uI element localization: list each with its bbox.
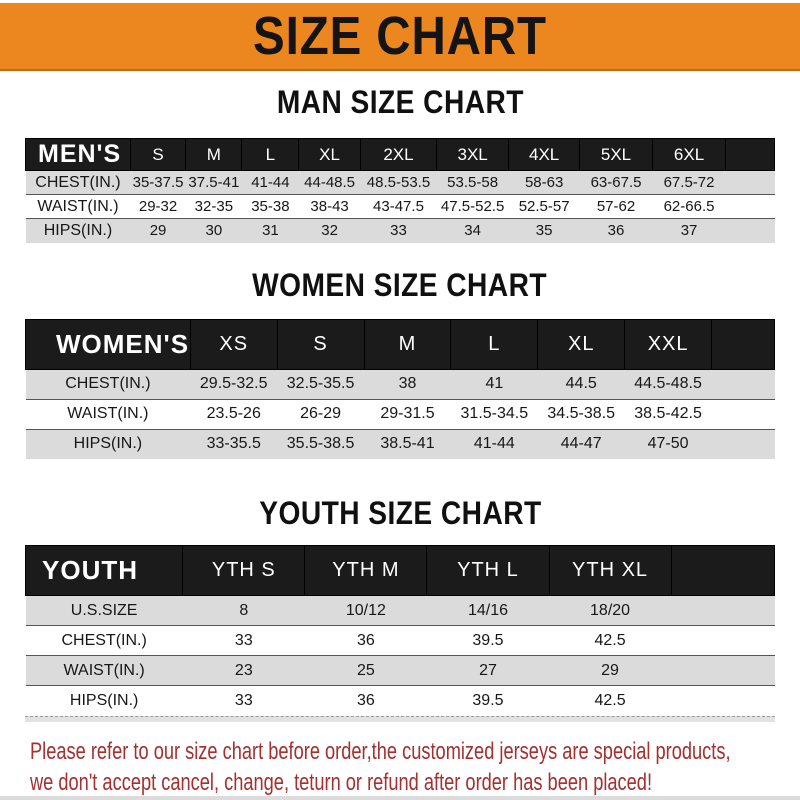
size-column-header: 2XL — [360, 139, 436, 171]
size-value-cell: 30 — [186, 219, 242, 243]
spacer-cell — [712, 369, 775, 399]
row-label: WAIST(IN.) — [26, 656, 183, 686]
size-value-cell: 36 — [580, 219, 653, 243]
women-waist-row — [26, 399, 775, 429]
size-value-cell: 44-47 — [538, 429, 625, 459]
size-value-cell: 39.5 — [427, 686, 549, 716]
size-value-cell: 57-62 — [580, 195, 653, 219]
youth-table-label: YOUTH — [26, 546, 183, 596]
size-value-cell: 42.5 — [549, 686, 671, 716]
size-value-cell: 35 — [509, 219, 580, 243]
men-waist-row — [26, 195, 775, 219]
women-chest-row — [26, 369, 775, 399]
men-table-label: MEN'S — [26, 139, 131, 171]
size-value-cell: 29.5-32.5 — [190, 369, 277, 399]
size-column-header: S — [130, 139, 185, 171]
size-value-cell: 37 — [652, 219, 725, 243]
size-value-cell: 23 — [183, 656, 305, 686]
spacer-cell — [671, 626, 774, 656]
youth-section-heading-text: YOUTH SIZE CHART — [258, 495, 542, 531]
row-label: U.S.SIZE — [26, 596, 183, 626]
size-value-cell: 67.5-72 — [652, 171, 725, 195]
men-section-heading-text: MAN SIZE CHART — [276, 84, 524, 120]
size-value-cell: 35-38 — [242, 195, 299, 219]
size-value-cell: 33-35.5 — [190, 429, 277, 459]
men-header-row — [26, 139, 775, 171]
spacer-cell — [671, 596, 774, 626]
spacer-column — [726, 139, 775, 171]
size-value-cell: 23.5-26 — [190, 399, 277, 429]
men-hips-row — [26, 219, 775, 243]
youth-section-heading — [0, 495, 800, 531]
size-value-cell: 33 — [183, 686, 305, 716]
size-value-cell: 38-43 — [299, 195, 360, 219]
size-column-header: YTH M — [305, 546, 427, 596]
disclaimer-line-2: we don't accept cancel, change, teturn or refund after order has been placed! — [30, 768, 653, 796]
size-column-header: YTH XL — [549, 546, 671, 596]
size-column-header: S — [277, 319, 364, 369]
spacer-cell — [712, 429, 775, 459]
size-value-cell: 38.5-41 — [364, 429, 451, 459]
size-value-cell: 29-31.5 — [364, 399, 451, 429]
size-value-cell: 62-66.5 — [652, 195, 725, 219]
women-section-heading — [0, 267, 800, 303]
size-column-header: XL — [299, 139, 360, 171]
size-value-cell: 29 — [549, 656, 671, 686]
size-column-header: YTH L — [427, 546, 549, 596]
size-value-cell: 58-63 — [509, 171, 580, 195]
size-value-cell: 41-44 — [451, 429, 538, 459]
size-value-cell: 31 — [242, 219, 299, 243]
women-size-table — [25, 319, 775, 460]
youth-hips-row — [26, 686, 775, 716]
spacer-cell — [671, 686, 774, 716]
men-chest-row — [26, 171, 775, 195]
women-header-row — [26, 319, 775, 369]
size-column-header: M — [364, 319, 451, 369]
size-value-cell: 38.5-42.5 — [625, 399, 712, 429]
row-label: CHEST(IN.) — [26, 369, 191, 399]
disclaimer-line-1: Please refer to our size chart before order,the customized jerseys are special products, — [30, 737, 731, 765]
spacer-cell — [712, 399, 775, 429]
size-value-cell: 18/20 — [549, 596, 671, 626]
size-value-cell: 34 — [437, 219, 509, 243]
size-value-cell: 48.5-53.5 — [360, 171, 436, 195]
size-column-header: XXL — [625, 319, 712, 369]
size-column-header: XS — [190, 319, 277, 369]
size-value-cell: 35-37.5 — [130, 171, 185, 195]
size-column-header: 5XL — [580, 139, 653, 171]
size-value-cell: 27 — [427, 656, 549, 686]
size-value-cell: 36 — [305, 686, 427, 716]
size-value-cell: 52.5-57 — [509, 195, 580, 219]
spacer-cell — [726, 219, 775, 243]
size-value-cell: 32-35 — [186, 195, 242, 219]
youth-header-row — [26, 546, 775, 596]
youth-size-table — [25, 545, 775, 716]
size-column-header: L — [451, 319, 538, 369]
row-label: WAIST(IN.) — [26, 399, 191, 429]
size-value-cell: 14/16 — [427, 596, 549, 626]
size-value-cell: 25 — [305, 656, 427, 686]
youth-table-bottom-strip — [25, 716, 775, 722]
youth-ussize-row — [26, 596, 775, 626]
men-section-heading — [0, 84, 800, 120]
size-value-cell: 33 — [183, 626, 305, 656]
youth-chest-row — [26, 626, 775, 656]
size-column-header: YTH S — [183, 546, 305, 596]
size-column-header: 6XL — [652, 139, 725, 171]
size-value-cell: 26-29 — [277, 399, 364, 429]
size-column-header: M — [186, 139, 242, 171]
spacer-cell — [671, 656, 774, 686]
image-bottom-edge — [0, 796, 800, 800]
spacer-column — [712, 319, 775, 369]
size-column-header: XL — [538, 319, 625, 369]
size-value-cell: 36 — [305, 626, 427, 656]
size-column-header: 3XL — [437, 139, 509, 171]
size-value-cell: 47.5-52.5 — [437, 195, 509, 219]
men-size-table — [25, 138, 775, 243]
size-value-cell: 39.5 — [427, 626, 549, 656]
size-value-cell: 29-32 — [130, 195, 185, 219]
size-value-cell: 29 — [130, 219, 185, 243]
size-value-cell: 34.5-38.5 — [538, 399, 625, 429]
size-value-cell: 32 — [299, 219, 360, 243]
size-column-header: L — [242, 139, 299, 171]
size-value-cell: 10/12 — [305, 596, 427, 626]
women-section-heading-text: WOMEN SIZE CHART — [252, 266, 548, 303]
row-label: HIPS(IN.) — [26, 686, 183, 716]
size-value-cell: 38 — [364, 369, 451, 399]
spacer-cell — [726, 171, 775, 195]
size-column-header: 4XL — [509, 139, 580, 171]
women-table-label: WOMEN'S — [26, 319, 191, 369]
banner — [0, 3, 800, 71]
youth-waist-row — [26, 656, 775, 686]
row-label: HIPS(IN.) — [26, 429, 191, 459]
spacer-cell — [726, 195, 775, 219]
size-value-cell: 31.5-34.5 — [451, 399, 538, 429]
size-value-cell: 35.5-38.5 — [277, 429, 364, 459]
size-value-cell: 47-50 — [625, 429, 712, 459]
size-value-cell: 43-47.5 — [360, 195, 436, 219]
size-value-cell: 44.5-48.5 — [625, 369, 712, 399]
size-value-cell: 53.5-58 — [437, 171, 509, 195]
size-value-cell: 63-67.5 — [580, 171, 653, 195]
size-value-cell: 41 — [451, 369, 538, 399]
size-value-cell: 41-44 — [242, 171, 299, 195]
size-value-cell: 32.5-35.5 — [277, 369, 364, 399]
size-value-cell: 44-48.5 — [299, 171, 360, 195]
row-label: CHEST(IN.) — [26, 626, 183, 656]
size-value-cell: 44.5 — [538, 369, 625, 399]
size-value-cell: 37.5-41 — [186, 171, 242, 195]
size-value-cell: 42.5 — [549, 626, 671, 656]
spacer-column — [671, 546, 774, 596]
row-label: HIPS(IN.) — [26, 219, 131, 243]
women-hips-row — [26, 429, 775, 459]
size-value-cell: 33 — [360, 219, 436, 243]
row-label: CHEST(IN.) — [26, 171, 131, 195]
row-label: WAIST(IN.) — [26, 195, 131, 219]
size-value-cell: 8 — [183, 596, 305, 626]
page-title: SIZE CHART — [253, 6, 547, 66]
disclaimer-note — [0, 736, 800, 798]
